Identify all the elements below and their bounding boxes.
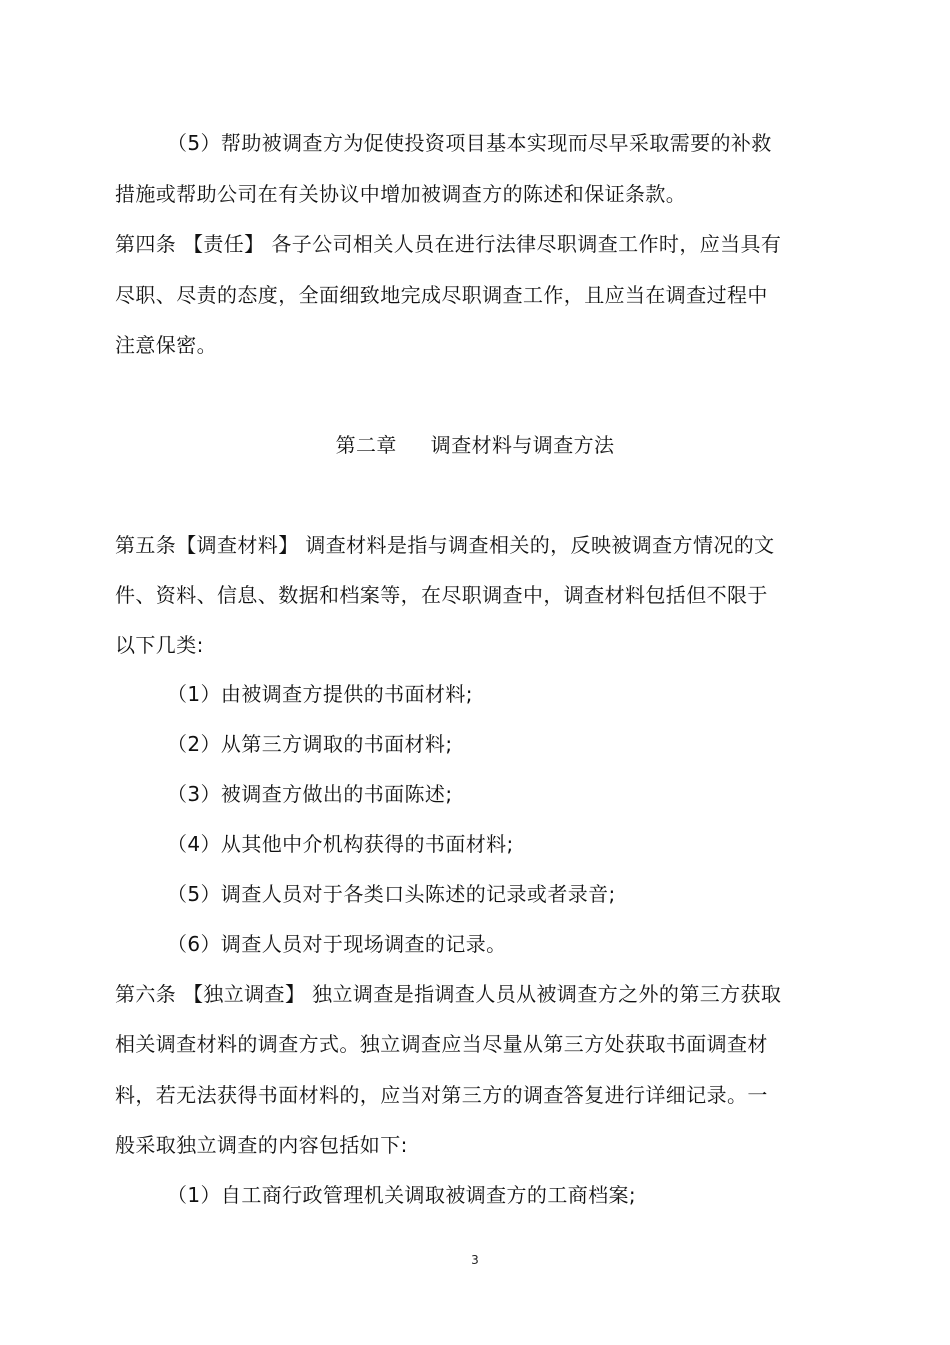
chapter-title: 调查材料与调查方法 bbox=[430, 433, 615, 457]
paragraph-line: 料，若无法获得书面材料的，应当对第三方的调查答复进行详细记录。一 bbox=[115, 1083, 768, 1107]
list-item: （5）调查人员对于各类口头陈述的记录或者录音; bbox=[167, 882, 616, 906]
paragraph-line: （5）帮助被调查方为促使投资项目基本实现而尽早采取需要的补救 bbox=[167, 131, 772, 155]
list-item: （2）从第三方调取的书面材料; bbox=[167, 732, 453, 756]
paragraph-line: 尽职、尽责的态度，全面细致地完成尽职调查工作，且应当在调查过程中 bbox=[115, 283, 768, 307]
paragraph-line: 注意保密。 bbox=[115, 333, 217, 357]
page-number: 3 bbox=[471, 1253, 479, 1267]
chapter-number: 第二章 bbox=[335, 433, 397, 457]
list-item: （6）调查人员对于现场调查的记录。 bbox=[167, 932, 507, 956]
paragraph-line: 以下几类: bbox=[115, 633, 204, 657]
article-4-line: 第四条 【责任】 各子公司相关人员在进行法律尽职调查工作时，应当具有 bbox=[115, 232, 782, 256]
list-item: （1）自工商行政管理机关调取被调查方的工商档案; bbox=[167, 1183, 637, 1207]
chapter-heading bbox=[0, 433, 950, 457]
list-item: （1）由被调查方提供的书面材料; bbox=[167, 682, 473, 706]
article-6-line: 第六条 【独立调查】 独立调查是指调查人员从被调查方之外的第三方获取 bbox=[115, 982, 782, 1006]
paragraph-line: 措施或帮助公司在有关协议中增加被调查方的陈述和保证条款。 bbox=[115, 182, 687, 206]
list-item: （4）从其他中介机构获得的书面材料; bbox=[167, 832, 514, 856]
paragraph-line: 相关调查材料的调查方式。独立调查应当尽量从第三方处获取书面调查材 bbox=[115, 1032, 768, 1056]
list-item: （3）被调查方做出的书面陈述; bbox=[167, 782, 453, 806]
paragraph-line: 般采取独立调查的内容包括如下: bbox=[115, 1133, 408, 1157]
article-5-line: 第五条【调查材料】 调查材料是指与调查相关的，反映被调查方情况的文 bbox=[115, 533, 775, 557]
paragraph-line: 件、资料、信息、数据和档案等，在尽职调查中，调查材料包括但不限于 bbox=[115, 583, 768, 607]
